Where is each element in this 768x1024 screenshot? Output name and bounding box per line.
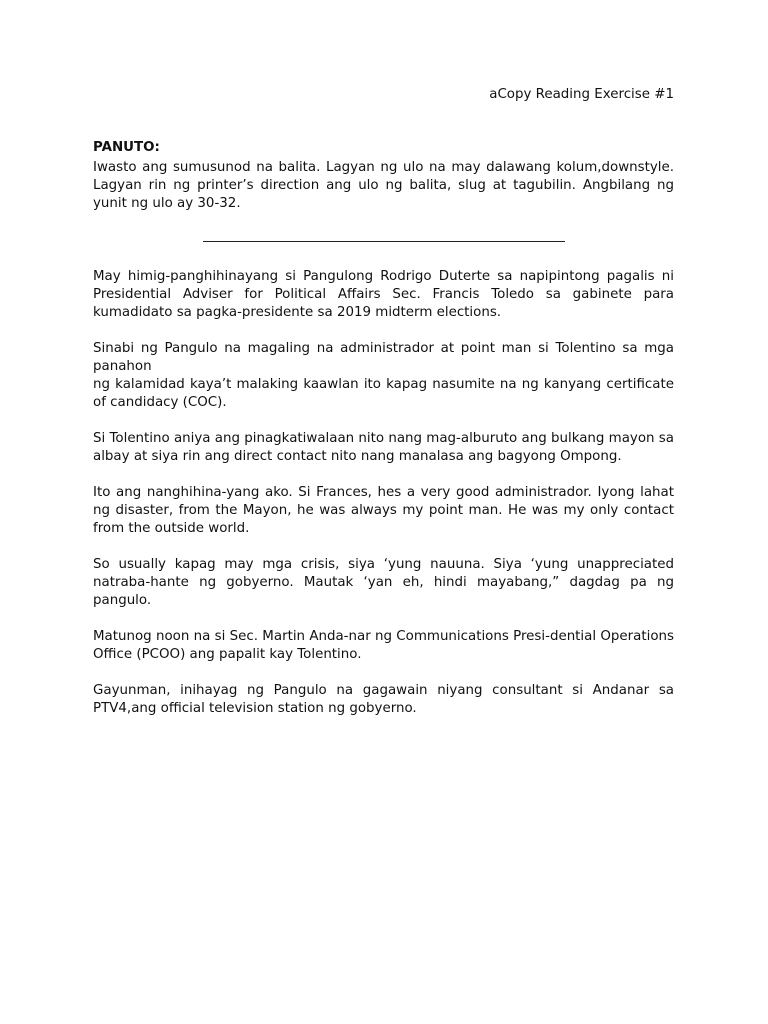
document-page [93,86,674,736]
instructions-label: PANUTO: [93,140,160,155]
article-paragraph-1: May himig-panghihinayang si Pangulong Rodrigo Duterte sa napipintong pagalis ni Presidential Adviser for Political Affairs Sec. Francis Toledo sa gabinete para kumadidato sa pagka-presidente sa 2019 midterm elections. [93,269,674,320]
article-paragraph-7: Gayunman, inihayag ng Pangulo na gagawain niyang consultant si Andanar sa PTV4,ang official television station ng gobyerno. [93,683,674,716]
article-paragraph-3: Si Tolentino aniya ang pinagkatiwalaan nito nang mag-alburuto ang bulkang mayon sa albay at siya rin ang direct contact nito nang manalasa ang bagyong Ompong. [93,431,674,464]
article-paragraph-2b: ng kalamidad kaya’t malaking kaawlan ito kapag nasumite na ng kanyang certificate of candidacy (COC). [93,377,674,410]
article-paragraph-5: So usually kapag may mga crisis, siya ‘yung nauuna. Siya ‘yung unappreciated natraba-hante ng gobyerno. Mautak ‘yan eh, hindi mayabang,” dagdag pa ng pangulo. [93,557,674,608]
instructions-text: Iwasto ang sumusunod na balita. Lagyan ng ulo na may dalawang kolum,downstyle. Lagyan rin ng printer’s direction ang ulo ng balita, slug at tagubilin. Angbilang ng yunit ng ulo ay 30-32. [93,160,674,211]
article-paragraph-2a: Sinabi ng Pangulo na magaling na administrador at point man si Tolentino sa mga panahon [93,341,674,374]
article-paragraph-4: Ito ang nanghihina-yang ako. Si Frances, hes a very good administrador. Iyong lahat ng disaster, from the Mayon, he was always my point man. He was my only contact from the outside world. [93,485,674,536]
document-title: aCopy Reading Exercise #1 [489,87,674,102]
section-divider [93,227,674,249]
article-paragraph-6: Matunog noon na si Sec. Martin Anda-nar ng Communications Presi-dential Operations Office (PCOO) ang papalit kay Tolentino. [93,629,674,662]
